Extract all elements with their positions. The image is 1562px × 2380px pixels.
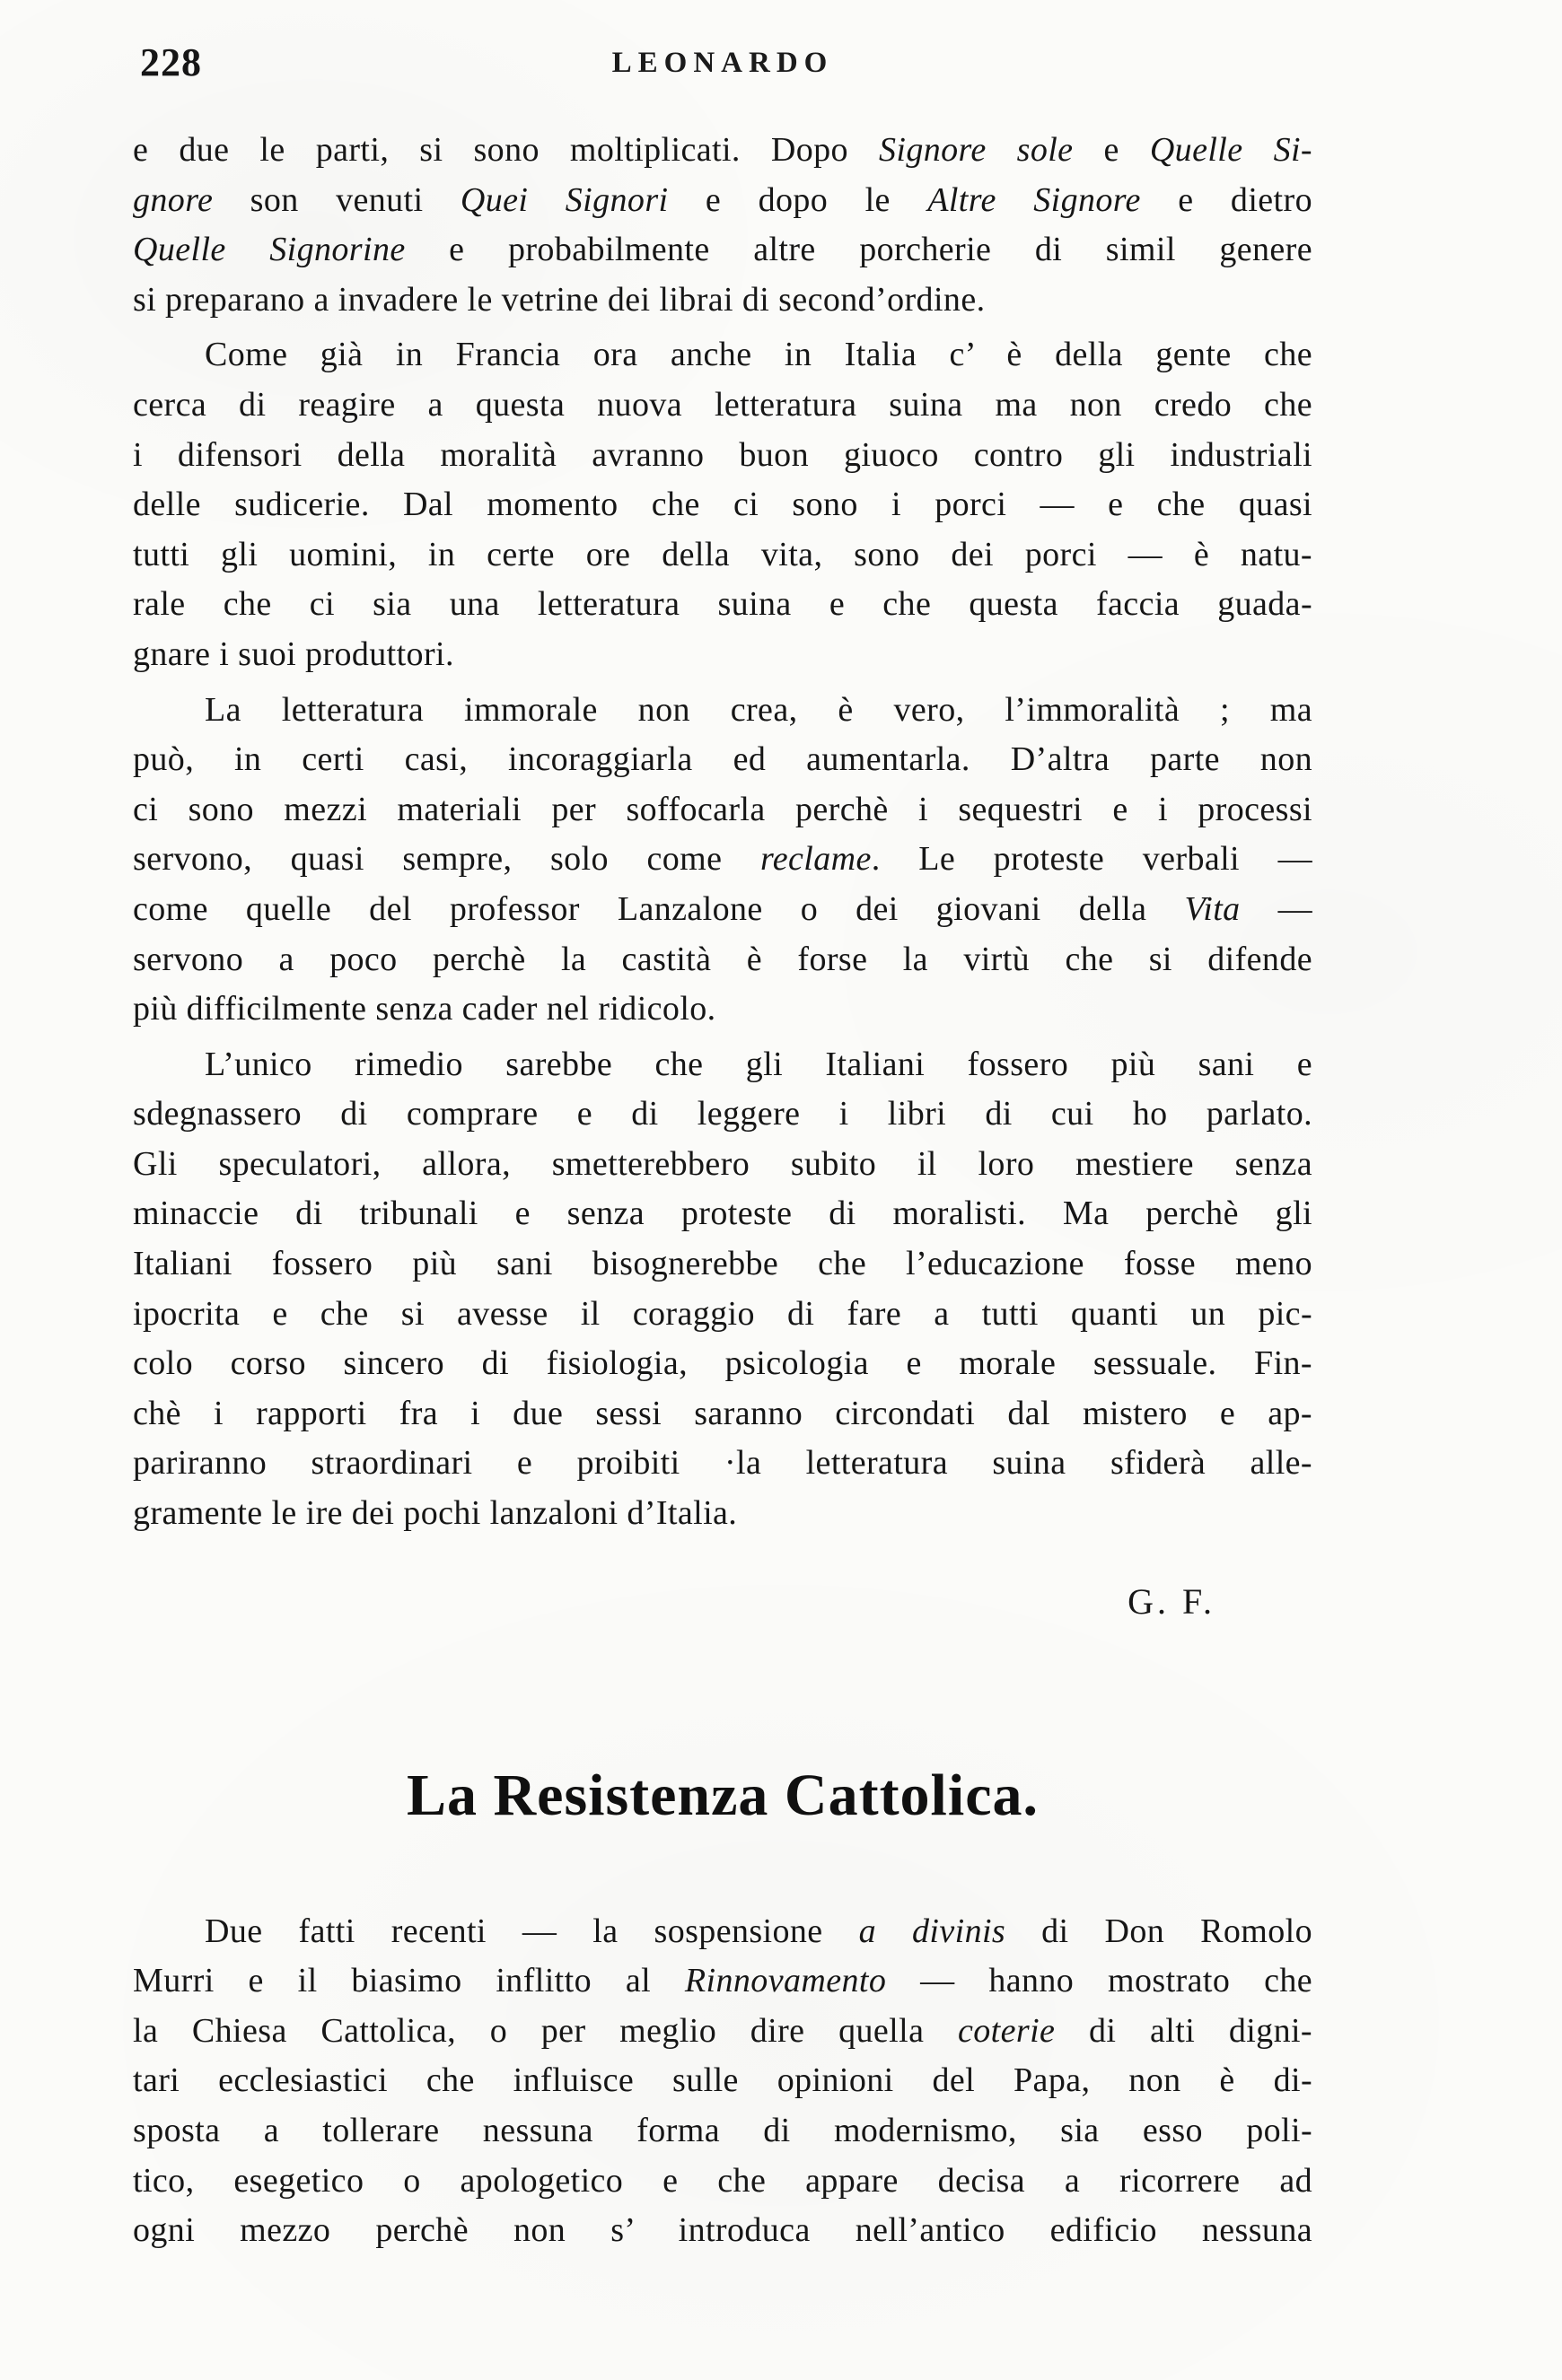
text-line <box>133 431 1312 481</box>
text-run: come quelle del professor Lanzalone o dei giovani della <box>133 889 1185 928</box>
italic-run: Signore sole <box>878 131 1074 169</box>
text-line <box>133 885 1312 935</box>
text-run: Gli speculatori, allora, smetterebbero subito il loro mestiere senza <box>133 1144 1312 1183</box>
text-line <box>133 1389 1312 1439</box>
text-line <box>133 2206 1312 2256</box>
text-run: e <box>1073 131 1150 169</box>
text-run: La letteratura immorale non crea, è vero, l’immoralità ; ma <box>205 690 1312 729</box>
text-run: — <box>1240 889 1312 928</box>
text-line <box>133 480 1312 530</box>
text-line <box>133 330 1312 381</box>
text-run: Italiani fossero più sani bisognerebbe che l’educazione fosse meno <box>133 1245 1312 1283</box>
text-run: pariranno straordinari e proibiti ·la letteratura suina sfiderà alle- <box>133 1444 1312 1483</box>
paragraph <box>133 686 1312 1035</box>
text-line <box>133 1339 1312 1389</box>
text-run: tico, esegetico o apologetico e che appare decisa a ricorrere ad <box>133 2161 1312 2200</box>
text-run: minaccie di tribunali e senza proteste di moralisti. Ma perchè gli <box>133 1194 1312 1233</box>
italic-run: Rinnovamento <box>684 1962 887 2000</box>
text-line <box>133 735 1312 785</box>
paragraph <box>133 330 1312 679</box>
text-line <box>133 2056 1312 2106</box>
text-line <box>133 1290 1312 1340</box>
text-run: — hanno mostrato che <box>886 1962 1312 2000</box>
italic-run: coterie <box>958 2011 1056 2050</box>
text-run: i difensori della moralità avranno buon giuoco contro gli industriali <box>133 435 1312 474</box>
text-run: rale che ci sia una letteratura suina e che questa faccia guada- <box>133 585 1312 624</box>
text-run: tari ecclesiastici che influisce sulle opinioni del Papa, non è di- <box>133 2061 1312 2100</box>
text-run: colo corso sincero di fisiologia, psicologia e morale sessuale. Fin- <box>133 1344 1312 1383</box>
page-header <box>133 39 1312 93</box>
text-run: servono, quasi sempre, solo come <box>133 840 760 879</box>
italic-run: Vita <box>1184 889 1241 928</box>
italic-run: reclame <box>759 840 872 879</box>
text-line <box>133 1140 1312 1190</box>
text-run: e dietro <box>1140 180 1312 219</box>
text-run: e due le parti, si sono moltiplicati. Dopo <box>133 131 879 169</box>
italic-run: Quelle Si- <box>1149 131 1312 169</box>
text-run: la Chiesa Cattolica, o per meglio dire quella <box>133 2011 959 2050</box>
text-line <box>133 1089 1312 1140</box>
text-line <box>133 580 1312 630</box>
paragraph <box>133 126 1312 325</box>
text-run: ci sono mezzi materiali per soffocarla perchè i sequestri e i processi <box>133 790 1312 828</box>
text-run: sposta a tollerare nessuna forma di modernismo, sia esso poli- <box>133 2112 1312 2149</box>
text-run: può, in certi casi, incoraggiarla ed aumentarla. D’altra parte non <box>133 740 1312 779</box>
text-run: son venuti <box>213 180 461 219</box>
text-line <box>133 785 1312 836</box>
book-page <box>133 0 1312 2380</box>
section-heading: La Resistenza Cattolica. <box>406 1762 1040 1828</box>
author-signature: G. F. <box>1128 1580 1215 1622</box>
text-run: e probabilmente altre porcherie di simil genere <box>405 231 1312 269</box>
text-line <box>133 381 1312 431</box>
text-run: gnare i suoi produttori. <box>133 634 454 673</box>
text-line <box>133 1956 1312 2007</box>
text-run: Come già in Francia ora anche in Italia c’ è della gente che <box>205 336 1312 374</box>
text-line <box>133 176 1312 226</box>
text-line <box>133 2007 1312 2057</box>
page-number: 228 <box>140 40 202 84</box>
text-run: . Le proteste verbali — <box>871 840 1312 879</box>
journal-title: LEONARDO <box>611 47 834 79</box>
text-run: più difficilmente senza cader nel ridicolo. <box>133 990 716 1028</box>
text-line <box>133 1189 1312 1239</box>
text-line <box>133 935 1312 985</box>
text-run: ipocrita e che si avesse il coraggio di fare a tutti quanti un pic- <box>133 1294 1312 1333</box>
text-run: di Don Romolo <box>1005 1912 1312 1950</box>
text-line <box>133 276 1312 326</box>
text-line <box>133 2106 1312 2157</box>
text-run: Murri e il biasimo inflitto al <box>133 1962 685 2000</box>
article-2-body <box>133 1907 1312 2256</box>
text-line <box>133 630 1312 680</box>
italic-run: gnore <box>133 180 214 219</box>
text-line <box>133 1439 1312 1489</box>
italic-run: a divinis <box>858 1912 1006 1950</box>
text-run: sdegnassero di comprare e di leggere i libri di cui ho parlato. <box>133 1095 1312 1133</box>
italic-run: Quelle Signorine <box>133 231 406 269</box>
text-line <box>133 686 1312 736</box>
text-line <box>133 225 1312 276</box>
text-line <box>133 1239 1312 1290</box>
paragraph <box>133 1040 1312 1539</box>
text-line <box>133 1040 1312 1090</box>
italic-run: Altre Signore <box>927 180 1141 219</box>
text-line <box>133 530 1312 581</box>
text-run: chè i rapporti fra i due sessi saranno circondati dal mistero e ap- <box>133 1394 1312 1432</box>
text-run: cerca di reagire a questa nuova letteratura suina ma non credo che <box>133 385 1312 424</box>
italic-run: Quei Signori <box>460 180 669 219</box>
text-line <box>133 835 1312 885</box>
paragraph <box>133 1907 1312 2256</box>
text-line <box>133 984 1312 1035</box>
text-run: delle sudicerie. Dal momento che ci sono i porci — e che quasi <box>133 486 1312 524</box>
text-line <box>133 126 1312 176</box>
text-run: si preparano a invadere le vetrine dei librai di second’ordine. <box>133 280 986 319</box>
page-body <box>133 126 1312 2262</box>
text-line <box>133 2157 1312 2207</box>
text-run: L’unico rimedio sarebbe che gli Italiani fossero più sani e <box>205 1045 1312 1083</box>
text-line <box>133 1907 1312 1957</box>
text-run: Due fatti recenti — la sospensione <box>205 1912 859 1950</box>
text-run: servono a poco perchè la castità è forse la virtù che si difende <box>133 940 1312 978</box>
text-run: tutti gli uomini, in certe ore della vita, sono dei porci — è natu- <box>133 535 1312 573</box>
text-run: e dopo le <box>668 180 928 219</box>
text-run: gramente le ire dei pochi lanzaloni d’Italia. <box>133 1494 738 1533</box>
text-run: ogni mezzo perchè non s’ introduca nell’antico edificio nessuna <box>133 2211 1312 2250</box>
text-run: di alti digni- <box>1055 2011 1312 2050</box>
text-line <box>133 1489 1312 1539</box>
article-1-body <box>133 126 1312 1539</box>
